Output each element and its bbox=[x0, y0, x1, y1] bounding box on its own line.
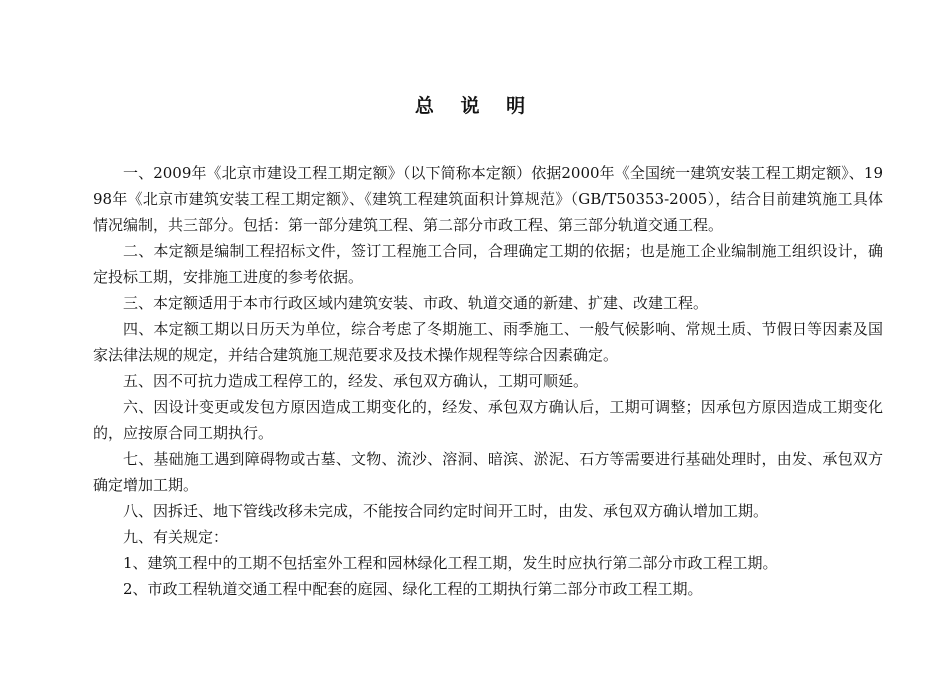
paragraph-9: 九、有关规定： bbox=[123, 528, 229, 546]
paragraph-3: 三、本定额适用于本市行政区域内建筑安装、市政、轨道交通的新建、扩建、改建工程。 bbox=[123, 294, 709, 312]
paragraph-1: 一、2009年《北京市建设工程工期定额》（以下简称本定额）依据2000年《全国统一建筑安装工程工期定额》、1998年《北京市建筑安装工程工期定额》、《建筑工程建筑面积计算规范》（GB/T50353-2005），结合目前建筑施工具体情况编制，共三部分。包括：第一部分建筑工程、第二部分市政工程、第三部分轨道交通工程。 bbox=[93, 164, 883, 234]
paragraph-4: 四、本定额工期以日历天为单位，综合考虑了冬期施工、雨季施工、一般气候影响、常规土质、节假日等因素及国家法律法规的规定，并结合建筑施工规范要求及技术操作规程等综合因素确定。 bbox=[93, 320, 883, 364]
paragraph-7: 七、基础施工遇到障碍物或古墓、文物、流沙、溶洞、暗滨、淤泥、石方等需要进行基础处理时，由发、承包双方确定增加工期。 bbox=[93, 450, 883, 494]
paragraph-6: 六、因设计变更或发包方原因造成工期变化的，经发、承包双方确认后，工期可调整；因承包方原因造成工期变化的，应按原合同工期执行。 bbox=[93, 398, 883, 442]
page-title: 总 说 明 bbox=[414, 95, 536, 117]
paragraph-10: 1、建筑工程中的工期不包括室外工程和园林绿化工程工期，发生时应执行第二部分市政工程工期。 bbox=[123, 554, 778, 572]
paragraph-2: 二、本定额是编制工程招标文件，签订工程施工合同，合理确定工期的依据；也是施工企业编制施工组织设计，确定投标工期，安排施工进度的参考依据。 bbox=[93, 242, 883, 286]
paragraph-8: 八、因拆迁、地下管线改移未完成，不能按合同约定时间开工时，由发、承包双方确认增加工期。 bbox=[123, 502, 769, 520]
document-body bbox=[93, 160, 883, 602]
paragraph-11: 2、市政工程轨道交通工程中配套的庭园、绿化工程的工期执行第二部分市政工程工期。 bbox=[123, 580, 703, 598]
paragraph-5: 五、因不可抗力造成工程停工的，经发、承包双方确认，工期可顺延。 bbox=[123, 372, 589, 390]
